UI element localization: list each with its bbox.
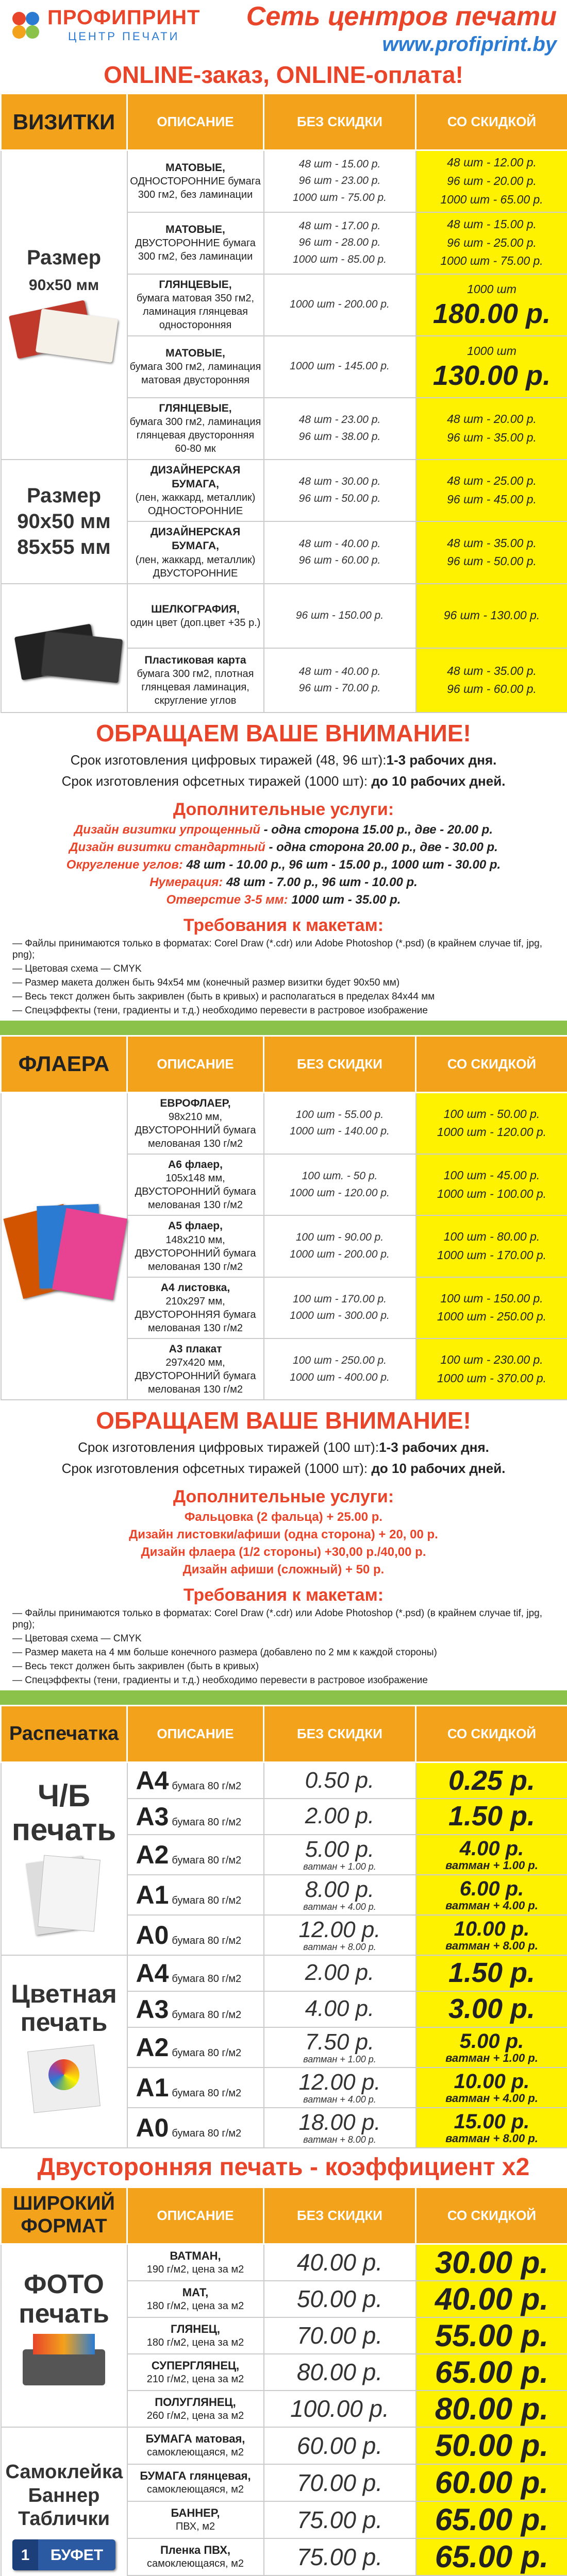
price-discount: 100 шт - 45.00 р. 1000 шт - 100.00 р. xyxy=(416,1154,567,1215)
size-label: Размер xyxy=(26,484,102,507)
price-no-discount: 70.00 р. xyxy=(264,2317,416,2354)
product-description: МАТОВЫЕ, бумага 300 гм2, ламинация матовая двусторонняя xyxy=(127,336,264,398)
product-description: А3 плакат 297х420 мм, ДВУСТОРОННИЙ бумага мелованая 130 г/м2 xyxy=(127,1338,264,1400)
price-no-discount: 100 шт - 90.00 р. 1000 шт - 200.00 р. xyxy=(264,1215,416,1277)
price-discount: 65.00 р. xyxy=(416,2354,567,2391)
price-discount: 5.00 р. ватман + 1.00 р. xyxy=(416,2027,567,2067)
price-discount: 1000 шт 180.00 р. xyxy=(416,274,567,336)
price-no-discount: 100.00 р. xyxy=(264,2391,416,2427)
requirement-item: — Размер макета должен быть 94х54 мм (конечный размер визитки будет 90х50 мм) xyxy=(12,977,400,988)
business-cards-title: ВИЗИТКИ xyxy=(1,94,127,150)
product-description: МАТОВЫЕ, ОДНОСТОРОННИЕ бумага 300 гм2, без ламинации xyxy=(127,150,264,212)
product-description: А5 флаер, 148х210 мм, ДВУСТОРОННИЙ бумага мелованая 130 г/м2 xyxy=(127,1215,264,1277)
price-discount: 48 шт - 12.00 р. 96 шт - 20.00 р. 1000 шт - 65.00 р. xyxy=(416,150,567,212)
price-no-discount: 100 шт - 55.00 р. 1000 шт - 140.00 р. xyxy=(264,1092,416,1154)
wide-format-title: ШИРОКИЙ ФОРМАТ xyxy=(1,2187,127,2244)
cards-notice xyxy=(0,713,567,795)
notice-title: ОБРАЩАЕМ ВАШЕ ВНИМАНИЕ! xyxy=(96,719,471,747)
business-card-size-cell xyxy=(1,150,127,460)
sign-image xyxy=(12,2539,115,2570)
cards-requirements xyxy=(0,911,567,1021)
price-discount: 0.25 р. xyxy=(416,1762,567,1799)
price-discount: 1000 шт 130.00 р. xyxy=(416,336,567,398)
format-size: A1 бумага 80 г/м2 xyxy=(127,1875,264,1915)
logo-icon xyxy=(9,9,42,42)
service-item: Дизайн листовки/афиши (одна сторона) + 20, 00 р. xyxy=(129,1528,438,1542)
services-title: Дополнительные услуги: xyxy=(173,799,394,819)
wide-format-table xyxy=(0,2187,567,2576)
price-no-discount: 100 шт - 250.00 р. 1000 шт - 400.00 р. xyxy=(264,1338,416,1400)
price-no-discount: 96 шт - 150.00 р. xyxy=(264,584,416,648)
price-discount: 96 шт - 130.00 р. xyxy=(416,584,567,648)
col-description: ОПИСАНИЕ xyxy=(127,1036,264,1092)
price-no-discount: 70.00 р. xyxy=(264,2464,416,2501)
bw-print-label: Ч/Б печать xyxy=(11,1778,116,1847)
self-adhesive-label: Самоклейка Баннер Таблички xyxy=(5,2461,123,2530)
site-header xyxy=(0,0,567,57)
color-print-image xyxy=(20,2044,108,2116)
flyers-services xyxy=(0,1483,567,1581)
business-card-size-cell xyxy=(1,460,127,584)
cards-services xyxy=(0,795,567,911)
service-item: Нумерация: 48 шт - 7.00 р., 96 шт - 10.00 р. xyxy=(149,875,418,889)
duplex-note: Двусторонняя печать - коэффициент х2 xyxy=(0,2148,567,2187)
tagline: ONLINE-заказ, ONLINE-оплата! xyxy=(0,57,567,93)
product-description: ЕВРОФЛАЕР, 98х210 мм, ДВУСТОРОННИЙ бумага мелованая 130 г/м2 xyxy=(127,1092,264,1154)
dark-business-card-image xyxy=(2,620,126,676)
format-size: A3 бумага 80 г/м2 xyxy=(127,1991,264,2027)
price-no-discount: 2.00 р. xyxy=(264,1955,416,1991)
price-no-discount: 48 шт - 17.00 р. 96 шт - 28.00 р. 1000 шт - 85.00 р. xyxy=(264,212,416,274)
price-discount: 65.00 р. xyxy=(416,2538,567,2575)
price-no-discount: 50.00 р. xyxy=(264,2281,416,2317)
color-print-cell xyxy=(1,1955,127,2148)
size-label: Размер xyxy=(26,246,102,269)
bw-print-cell xyxy=(1,1762,127,1955)
logo-subtitle: ЦЕНТР ПЕЧАТИ xyxy=(68,30,180,43)
price-no-discount: 75.00 р. xyxy=(264,2501,416,2538)
divider xyxy=(0,1690,567,1705)
product-description: БУМАГА глянцевая, самоклеющаяся, м2 xyxy=(127,2464,264,2501)
price-discount: 48 шт - 35.00 р. 96 шт - 60.00 р. xyxy=(416,648,567,713)
price-discount: 65.00 р. xyxy=(416,2501,567,2538)
product-description: ПОЛУГЛЯНЕЦ, 260 г/м2, цена за м2 xyxy=(127,2391,264,2427)
service-item: Дизайн флаера (1/2 стороны) +30,00 р./40,00 р. xyxy=(141,1545,426,1560)
product-description: ГЛЯНЦЕВЫЕ, бумага матовая 350 гм2, ламинация глянцевая односторонняя xyxy=(127,274,264,336)
service-item: Дизайн визитки стандартный - одна сторона 20.00 р., две - 30.00 р. xyxy=(69,840,498,854)
price-discount: 48 шт - 25.00 р. 96 шт - 45.00 р. xyxy=(416,460,567,522)
product-description: Пластиковая карта бумага 300 гм2, плотная глянцевая ламинация, скругление углов xyxy=(127,648,264,713)
price-discount: 48 шт - 20.00 р. 96 шт - 35.00 р. xyxy=(416,398,567,460)
product-description: МАТ, 180 г/м2, цена за м2 xyxy=(127,2281,264,2317)
photo-print-image xyxy=(18,2334,110,2396)
format-size: A0 бумага 80 г/м2 xyxy=(127,2108,264,2148)
service-item: Отверстие 3-5 мм: 1000 шт - 35.00 р. xyxy=(166,892,401,907)
price-discount: 100 шт - 50.00 р. 1000 шт - 120.00 р. xyxy=(416,1092,567,1154)
photo-print-label: ФОТО печать xyxy=(19,2269,109,2329)
divider xyxy=(0,1021,567,1035)
product-description: ДИЗАЙНЕРСКАЯ БУМАГА, (лен, жаккард, металлик) ДВУСТОРОННИЕ xyxy=(127,521,264,584)
notice-line: Срок изготовления цифровых тиражей (100 шт):1-3 рабочих дня. xyxy=(78,1439,489,1455)
price-discount: 100 шт - 150.00 р. 1000 шт - 250.00 р. xyxy=(416,1277,567,1338)
photo-print-cell xyxy=(1,2244,127,2427)
price-discount: 30.00 р. xyxy=(416,2244,567,2281)
product-description: МАТОВЫЕ, ДВУСТОРОННИЕ бумага 300 гм2, без ламинации xyxy=(127,212,264,274)
notice-title: ОБРАЩАЕМ ВАШЕ ВНИМАНИЕ! xyxy=(96,1407,471,1434)
bw-print-image xyxy=(20,1854,108,1931)
format-size: A1 бумага 80 г/м2 xyxy=(127,2067,264,2108)
requirements-title: Требования к макетам: xyxy=(183,915,384,935)
sign-number: 1 xyxy=(12,2539,38,2570)
price-no-discount: 12.00 р. ватман + 4.00 р. xyxy=(264,2067,416,2108)
business-cards-table xyxy=(0,93,567,713)
price-discount: 48 шт - 35.00 р. 96 шт - 50.00 р. xyxy=(416,521,567,584)
product-description: А4 листовка, 210х297 мм, ДВУСТОРОННЯЯ бумага мелованая 130 г/м2 xyxy=(127,1277,264,1338)
requirement-item: — Цветовая схема — CMYK xyxy=(12,1633,142,1645)
requirement-item: — Спецэффекты (тени, градиенты и т.д.) необходимо перевести в растровое изображение xyxy=(12,1005,428,1016)
price-discount: 60.00 р. xyxy=(416,2464,567,2501)
flyers-notice xyxy=(0,1400,567,1483)
price-no-discount: 2.00 р. xyxy=(264,1799,416,1835)
price-no-discount: 8.00 р. ватман + 4.00 р. xyxy=(264,1875,416,1915)
notice-line: Срок изготовления офсетных тиражей (1000 шт): до 10 рабочих дней. xyxy=(61,1461,506,1477)
flyers-image-cell xyxy=(1,1092,127,1400)
product-description: СУПЕРГЛЯНЕЦ, 210 г/м2, цена за м2 xyxy=(127,2354,264,2391)
product-description: А6 флаер, 105х148 мм, ДВУСТОРОННИЙ бумага мелованая 130 г/м2 xyxy=(127,1154,264,1215)
flyers-image xyxy=(2,1200,126,1293)
price-discount: 6.00 р. ватман + 4.00 р. xyxy=(416,1875,567,1915)
product-description: ГЛЯНЦЕВЫЕ, бумага 300 гм2, ламинация глянцевая двусторонняя 60-80 мк xyxy=(127,398,264,460)
price-no-discount: 1000 шт - 145.00 р. xyxy=(264,336,416,398)
color-print-label: Цветная печать xyxy=(11,1979,117,2037)
service-item: Дизайн афиши (сложный) + 50 р. xyxy=(182,1563,385,1577)
price-discount: 15.00 р. ватман + 8.00 р. xyxy=(416,2108,567,2148)
product-description: ГЛЯНЕЦ, 180 г/м2, цена за м2 xyxy=(127,2317,264,2354)
format-size: A0 бумага 80 г/м2 xyxy=(127,1915,264,1955)
flyers-title: ФЛАЕРА xyxy=(1,1036,127,1092)
notice-line: Срок изготовления офсетных тиражей (1000 шт): до 10 рабочих дней. xyxy=(61,773,506,789)
col-description: ОПИСАНИЕ xyxy=(127,1706,264,1762)
product-description: БАННЕР, ПВХ, м2 xyxy=(127,2501,264,2538)
site-url-link[interactable]: www.profiprint.by xyxy=(382,33,557,56)
price-discount: 3.00 р. xyxy=(416,1991,567,2027)
product-description: ДИЗАЙНЕРСКАЯ БУМАГА, (лен, жаккард, металлик) ОДНОСТОРОННИЕ xyxy=(127,460,264,522)
price-discount: 100 шт - 80.00 р. 1000 шт - 170.00 р. xyxy=(416,1215,567,1277)
services-title: Дополнительные услуги: xyxy=(173,1487,394,1507)
price-no-discount: 100 шт - 170.00 р. 1000 шт - 300.00 р. xyxy=(264,1277,416,1338)
price-discount: 1.50 р. xyxy=(416,1955,567,1991)
dark-cards-image-cell xyxy=(1,584,127,713)
requirement-item: — Весь текст должен быть закривлен (быть в кривых) xyxy=(12,1661,259,1672)
col-no-discount: БЕЗ СКИДКИ xyxy=(264,2187,416,2244)
col-discount: СО СКИДКОЙ xyxy=(416,1036,567,1092)
price-no-discount: 18.00 р. ватман + 8.00 р. xyxy=(264,2108,416,2148)
col-no-discount: БЕЗ СКИДКИ xyxy=(264,1036,416,1092)
requirement-item: — Спецэффекты (тени, градиенты и т.д.) необходимо перевести в растровое изображение xyxy=(12,1675,428,1686)
price-no-discount: 4.00 р. xyxy=(264,1991,416,2027)
business-card-image xyxy=(2,302,126,359)
flyers-table xyxy=(0,1035,567,1400)
price-no-discount: 75.00 р. xyxy=(264,2538,416,2575)
self-adhesive-cell xyxy=(1,2427,127,2576)
price-discount: 55.00 р. xyxy=(416,2317,567,2354)
price-discount: 4.00 р. ватман + 1.00 р. xyxy=(416,1835,567,1875)
price-no-discount: 0.50 р. xyxy=(264,1762,416,1799)
product-description: Пленка ПВХ, самоклеющаяся, м2 xyxy=(127,2538,264,2575)
col-description: ОПИСАНИЕ xyxy=(127,2187,264,2244)
requirement-item: — Цветовая схема — CMYK xyxy=(12,963,142,974)
price-discount: 10.00 р. ватман + 4.00 р. xyxy=(416,2067,567,2108)
header-title: Сеть центров печати xyxy=(246,2,557,31)
price-no-discount: 48 шт - 23.00 р. 96 шт - 38.00 р. xyxy=(264,398,416,460)
requirement-item: — Файлы принимаются только в форматах: Corel Draw (*.cdr) или Adobe Photoshop (*.psd) (в крайнем случае tif, jpg, png); xyxy=(12,1608,542,1631)
size-value: 90x50 мм xyxy=(17,510,111,533)
requirement-item: — Размер макета на 4 мм больше конечного размера (добавлено по 2 мм к каждой стороны) xyxy=(12,1647,437,1658)
price-discount: 80.00 р. xyxy=(416,2391,567,2427)
service-item: Округление углов: 48 шт - 10.00 р., 96 шт - 15.00 р., 1000 шт - 30.00 р. xyxy=(66,857,501,872)
col-discount: СО СКИДКОЙ xyxy=(416,2187,567,2244)
price-no-discount: 48 шт - 30.00 р. 96 шт - 50.00 р. xyxy=(264,460,416,522)
price-no-discount: 60.00 р. xyxy=(264,2427,416,2464)
price-no-discount: 12.00 р. ватман + 8.00 р. xyxy=(264,1915,416,1955)
logo-text: ПРОФИПРИНТ xyxy=(47,6,201,29)
col-no-discount: БЕЗ СКИДКИ xyxy=(264,94,416,150)
price-discount: 48 шт - 15.00 р. 96 шт - 25.00 р. 1000 шт - 75.00 р. xyxy=(416,212,567,274)
price-no-discount: 100 шт. - 50 р. 1000 шт - 120.00 р. xyxy=(264,1154,416,1215)
price-no-discount: 80.00 р. xyxy=(264,2354,416,2391)
price-no-discount: 48 шт - 40.00 р. 96 шт - 60.00 р. xyxy=(264,521,416,584)
requirement-item: — Весь текст должен быть закривлен (быть в кривых) и располагаться в пределах 84х44 мм xyxy=(12,991,435,1002)
price-no-discount: 5.00 р. ватман + 1.00 р. xyxy=(264,1835,416,1875)
price-discount: 1.50 р. xyxy=(416,1799,567,1835)
notice-line: Срок изготовления цифровых тиражей (48, 96 шт):1-3 рабочих дня. xyxy=(70,752,497,768)
size-value: 85x55 мм xyxy=(17,536,111,559)
product-description: ВАТМАН, 190 г/м2, цена за м2 xyxy=(127,2244,264,2281)
col-no-discount: БЕЗ СКИДКИ xyxy=(264,1706,416,1762)
col-description: ОПИСАНИЕ xyxy=(127,94,264,150)
product-description: ШЕЛКОГРАФИЯ, один цвет (доп.цвет +35 р.) xyxy=(127,584,264,648)
format-size: A2 бумага 80 г/м2 xyxy=(127,2027,264,2067)
price-no-discount: 40.00 р. xyxy=(264,2244,416,2281)
size-value: 90x50 мм xyxy=(28,276,99,294)
requirement-item: — Файлы принимаются только в форматах: Corel Draw (*.cdr) или Adobe Photoshop (*.psd) (в крайнем случае tif, jpg, png); xyxy=(12,938,542,960)
price-no-discount: 48 шт - 40.00 р. 96 шт - 70.00 р. xyxy=(264,648,416,713)
price-no-discount: 7.50 р. ватман + 1.00 р. xyxy=(264,2027,416,2067)
format-size: A4 бумага 80 г/м2 xyxy=(127,1762,264,1799)
printing-title: Распечатка xyxy=(1,1706,127,1762)
price-discount: 40.00 р. xyxy=(416,2281,567,2317)
price-no-discount: 48 шт - 15.00 р. 96 шт - 23.00 р. 1000 шт - 75.00 р. xyxy=(264,150,416,212)
price-no-discount: 1000 шт - 200.00 р. xyxy=(264,274,416,336)
price-discount: 100 шт - 230.00 р. 1000 шт - 370.00 р. xyxy=(416,1338,567,1400)
product-description: БУМАГА матовая, самоклеющаяся, м2 xyxy=(127,2427,264,2464)
sign-text: БУФЕТ xyxy=(50,2546,104,2564)
price-discount: 50.00 р. xyxy=(416,2427,567,2464)
price-discount: 10.00 р. ватман + 8.00 р. xyxy=(416,1915,567,1955)
format-size: A3 бумага 80 г/м2 xyxy=(127,1799,264,1835)
logo[interactable] xyxy=(9,7,200,43)
col-discount: СО СКИДКОЙ xyxy=(416,94,567,150)
format-size: A2 бумага 80 г/м2 xyxy=(127,1835,264,1875)
service-item: Фальцовка (2 фальца) + 25.00 р. xyxy=(184,1510,383,1524)
requirements-title: Требования к макетам: xyxy=(183,1585,384,1605)
format-size: A4 бумага 80 г/м2 xyxy=(127,1955,264,1991)
printing-table xyxy=(0,1705,567,2148)
service-item: Дизайн визитки упрощенный - одна сторона 15.00 р., две - 20.00 р. xyxy=(74,822,493,837)
col-discount: СО СКИДКОЙ xyxy=(416,1706,567,1762)
flyers-requirements xyxy=(0,1581,567,1690)
